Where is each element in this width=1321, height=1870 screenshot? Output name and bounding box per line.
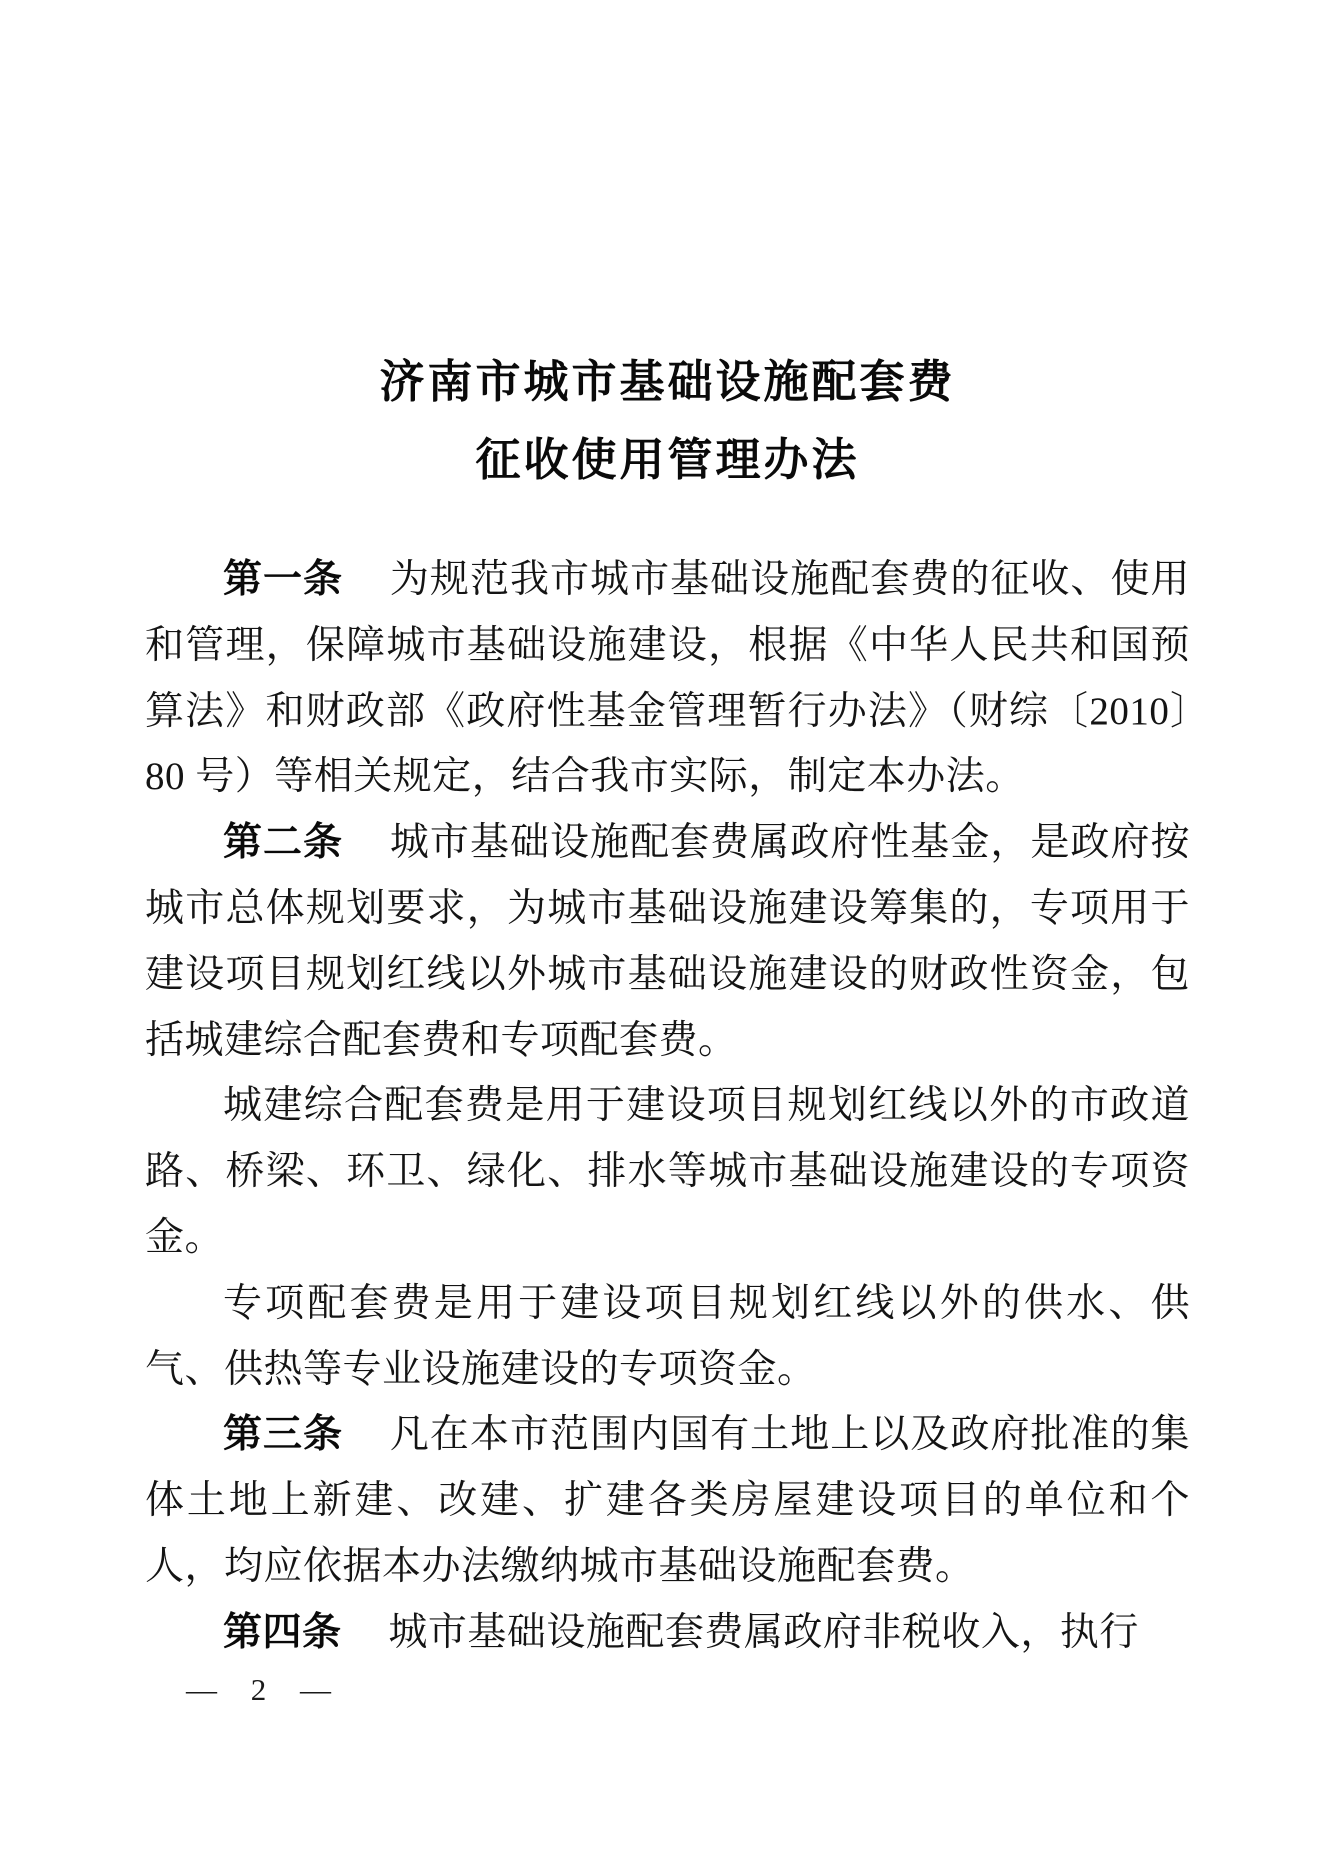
article-2-term: 第二条 bbox=[223, 821, 344, 865]
paragraph-special-fee-text: 专项配套费是用于建设项目规划红线以外的供水、供气、供热等专业设施建设的专项资金。 bbox=[145, 1281, 1190, 1391]
paragraph-article-2 bbox=[145, 810, 1190, 1073]
article-1-term: 第一条 bbox=[223, 558, 344, 601]
article-4-term: 第四条 bbox=[223, 1610, 342, 1654]
paragraph-article-4 bbox=[145, 1600, 1190, 1666]
article-2-text: 城市基础设施配套费属政府性基金，是政府按城市总体规划要求，为城市基础设施建设筹集的，专项用于建设项目规划红线以外城市基础设施建设的财政性资金，包括城建综合配套费和专项配套费。 bbox=[145, 821, 1190, 1062]
paragraph-comprehensive-fee-text: 城建综合配套费是用于建设项目规划红线以外的市政道路、桥梁、环卫、绿化、排水等城市基础设施建设的专项资金。 bbox=[145, 1084, 1190, 1259]
article-3-term: 第三条 bbox=[223, 1413, 344, 1457]
document-title-line-1: 济南市城市基础设施配套费 bbox=[379, 356, 956, 407]
article-3-text: 凡在本市范围内国有土地上以及政府批准的集体土地上新建、改建、扩建各类房屋建设项目的单位和个人，均应依据本办法缴纳城市基础设施配套费。 bbox=[145, 1413, 1190, 1588]
document-title-line-2: 征收使用管理办法 bbox=[475, 434, 860, 485]
article-1-text: 为规范我市城市基础设施配套费的征收、使用和管理，保障城市基础设施建设，根据《中华人民共和国预算法》和财政部《政府性基金管理暂行办法》（财综〔2010〕80 号）等相关规定，结合我市实际，制定本办法。 bbox=[145, 558, 1190, 799]
paragraph-article-1 bbox=[145, 547, 1190, 810]
article-4-text: 城市基础设施配套费属政府非税收入，执行 bbox=[388, 1610, 1139, 1654]
document-body bbox=[145, 547, 1190, 1666]
paragraph-special-fee bbox=[145, 1271, 1190, 1403]
paragraph-comprehensive-fee bbox=[145, 1073, 1190, 1270]
page-number-footer: — 2 — bbox=[186, 1672, 337, 1707]
paragraph-article-3 bbox=[145, 1402, 1190, 1599]
document-title bbox=[145, 343, 1190, 499]
